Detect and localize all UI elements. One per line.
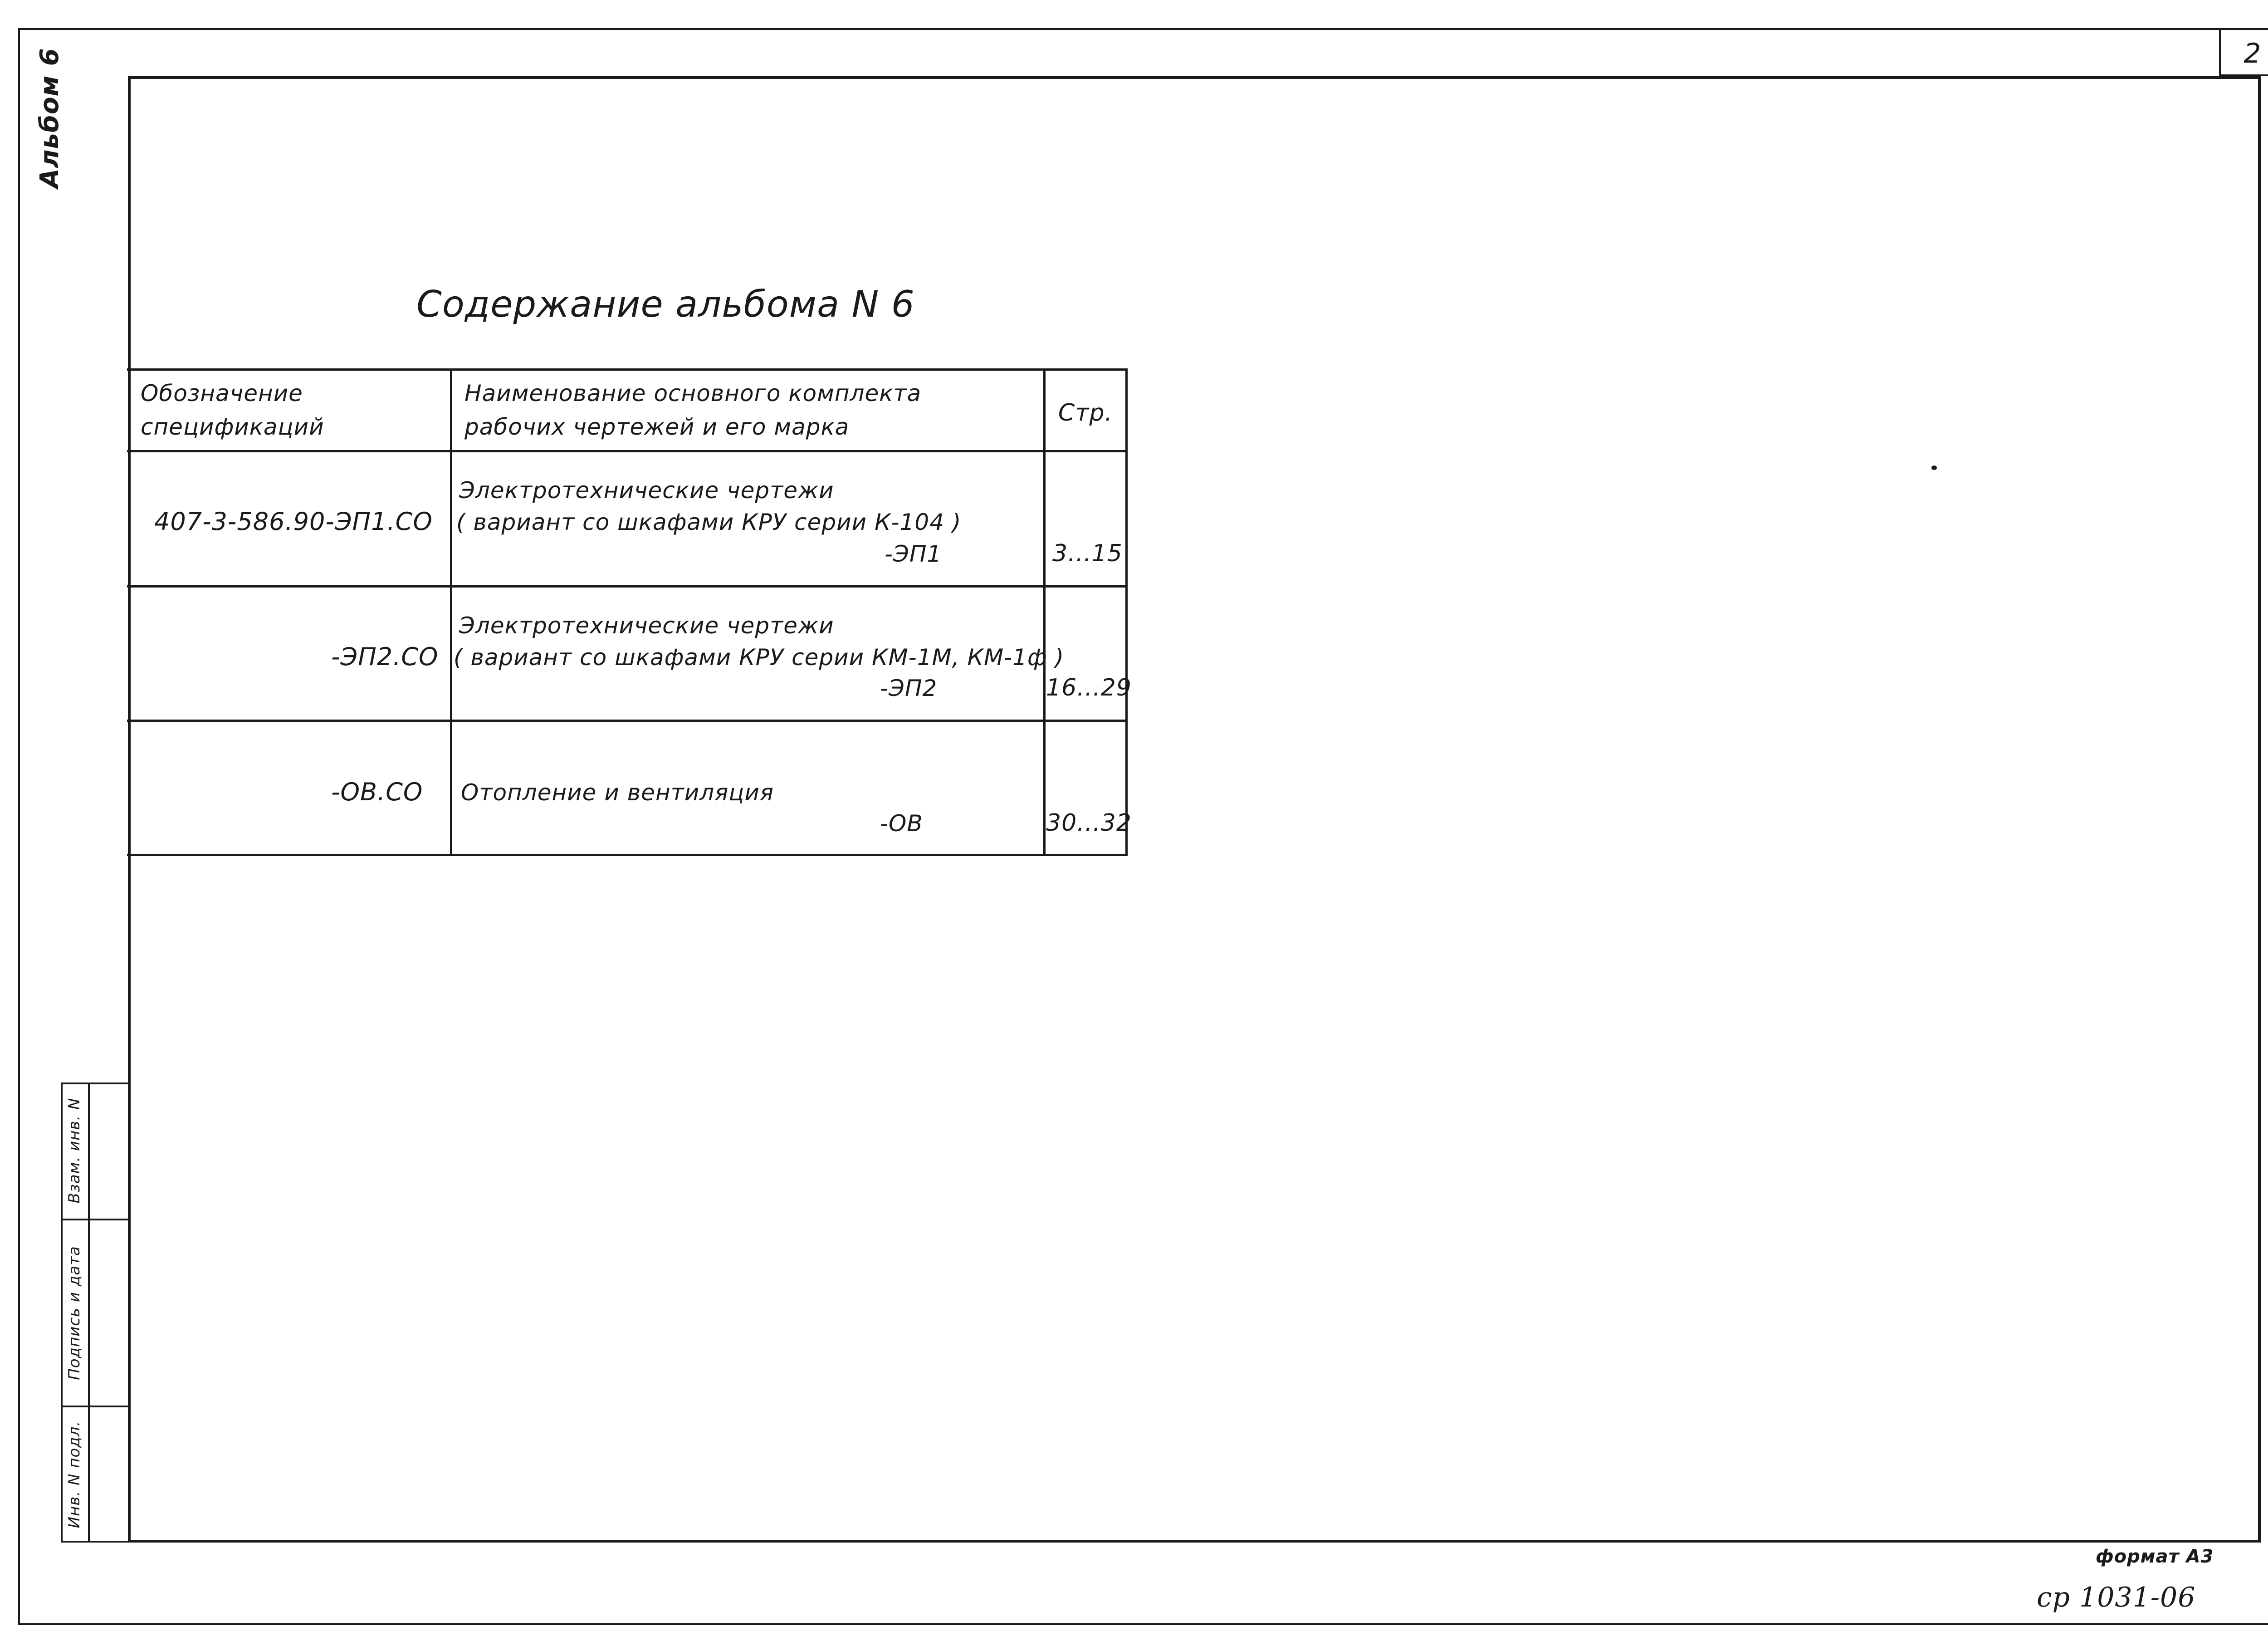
table-row-name-line1: Отопление и вентиляция: [461, 779, 774, 806]
page-title: Содержание альбома N 6: [416, 283, 915, 325]
header-designation-line1: Обозначение: [141, 380, 303, 407]
table-row-page: 16...29: [1046, 674, 1132, 701]
table-row-mark: -ОВ: [880, 810, 923, 837]
header-name-line2: рабочих чертежей и его марка: [464, 414, 850, 440]
scan-speck: [1931, 465, 1937, 470]
stamp-original-inv-no: Инв. N подл.: [65, 1420, 83, 1528]
document-code: ср 1031-06: [2037, 1582, 2196, 1613]
header-page: Стр.: [1058, 399, 1113, 426]
table-row-designation: -ОВ.СО: [331, 778, 423, 806]
album-side-label: Альбом 6: [35, 48, 64, 188]
table-row-name-line1: Электротехнические чертежи: [459, 477, 834, 504]
format-label: формат А3: [2096, 1546, 2214, 1567]
stamp-replace-inv-no: Взам. инв. N: [65, 1097, 83, 1204]
header-name-line1: Наименование основного комплекта: [464, 380, 922, 407]
table-row-name-line1: Электротехнические чертежи: [459, 612, 834, 639]
header-designation-line2: спецификаций: [141, 414, 324, 440]
table-row-page: 30...32: [1046, 809, 1132, 837]
table-row-designation: 407-3-586.90-ЭП1.СО: [154, 507, 433, 536]
table-row-mark: -ЭП2: [880, 675, 938, 701]
table-row-mark: -ЭП1: [885, 541, 942, 567]
table-row-name-line2: ( вариант со шкафами КРУ серии К-104 ): [456, 509, 962, 535]
table-row-page: 3...15: [1052, 540, 1123, 567]
table-row-designation: -ЭП2.СО: [331, 642, 439, 671]
table-row-name-line2: ( вариант со шкафами КРУ серии КМ-1М, КМ-1ф ): [454, 644, 1065, 671]
sheet-number: 2: [2244, 38, 2262, 69]
stamp-signature-date: Подпись и дата: [65, 1246, 83, 1380]
